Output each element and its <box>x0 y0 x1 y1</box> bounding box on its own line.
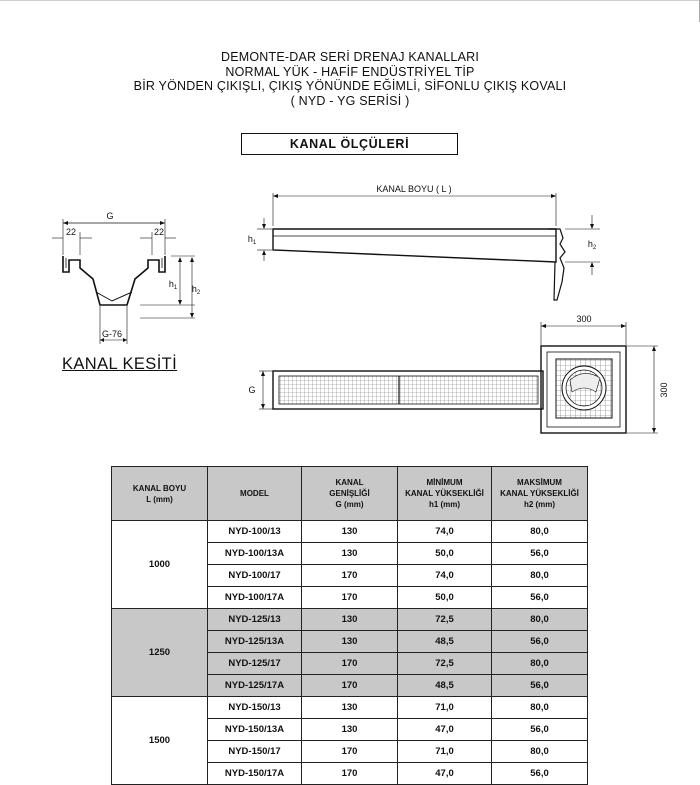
g-cell: 170 <box>302 741 398 763</box>
header-line: h2 (mm) <box>523 500 556 509</box>
g-cell: 170 <box>302 675 398 697</box>
h2-cell: 56,0 <box>492 543 588 565</box>
g-cell: 130 <box>302 631 398 653</box>
table-row <box>112 609 588 631</box>
plan-g-label: G <box>248 385 256 395</box>
g-cell: 130 <box>302 719 398 741</box>
g-cell: 130 <box>302 609 398 631</box>
model-cell: NYD-125/13 <box>208 609 302 631</box>
header-line-1: DEMONTE-DAR SERİ DRENAJ KANALLARI <box>220 50 480 64</box>
header-line: h1 (mm) <box>428 500 461 509</box>
h1-cell: 50,0 <box>398 543 492 565</box>
header-line-3: BİR YÖNDEN ÇIKIŞLI, ÇIKIŞ YÖNÜNDE EĞİMLİ, SİFONLU ÇIKIŞ KOVALI <box>133 79 567 93</box>
header-line: KANAL BOYU <box>132 483 187 493</box>
plan-view-drawing <box>259 322 658 433</box>
cross-g-label: G <box>106 211 114 221</box>
cross-right-22-label: 22 <box>153 227 165 237</box>
table-header-row <box>112 467 588 521</box>
g-cell: 170 <box>302 587 398 609</box>
model-cell: NYD-150/17 <box>208 741 302 763</box>
cross-left-22-label: 22 <box>65 227 77 237</box>
header-kanal-boyu <box>112 467 208 521</box>
g-cell: 170 <box>302 565 398 587</box>
header-minimum-yukseklik <box>398 467 492 521</box>
header-line: MODEL <box>240 489 269 498</box>
cross-h2-label: $h_2$ <box>191 284 201 296</box>
model-cell: NYD-150/13 <box>208 697 302 719</box>
h2-cell: 80,0 <box>492 741 588 763</box>
dimensions-table <box>111 466 588 785</box>
header-kanal-genisligi <box>302 467 398 521</box>
length-cell: 1000 <box>112 521 208 609</box>
header-line-2: NORMAL YÜK - HAFİF ENDÜSTRİYEL TİP <box>225 64 475 79</box>
h1-cell: 72,5 <box>398 609 492 631</box>
h1-cell: 47,0 <box>398 719 492 741</box>
header-line: KANAL YÜKSEKLİĞİ <box>500 489 579 498</box>
side-length-label: KANAL BOYU ( L ) <box>376 184 452 194</box>
h2-cell: 56,0 <box>492 763 588 785</box>
model-cell: NYD-100/13A <box>208 543 302 565</box>
table-row <box>112 697 588 719</box>
table-row <box>112 521 588 543</box>
h2-cell: 80,0 <box>492 697 588 719</box>
h2-cell: 56,0 <box>492 587 588 609</box>
g-cell: 130 <box>302 521 398 543</box>
header-line: GENİŞLİĞİ <box>329 489 370 498</box>
model-cell: NYD-100/17 <box>208 565 302 587</box>
side-h2-label: $h_2$ <box>587 239 597 251</box>
h2-cell: 80,0 <box>492 565 588 587</box>
header-line-4: ( NYD - YG SERİSİ ) <box>290 93 410 108</box>
plan-right-300-label: 300 <box>659 382 669 398</box>
h2-cell: 56,0 <box>492 631 588 653</box>
h1-cell: 48,5 <box>398 675 492 697</box>
header-model <box>208 467 302 521</box>
h2-cell: 80,0 <box>492 653 588 675</box>
h2-cell: 80,0 <box>492 609 588 631</box>
table-body <box>112 521 588 785</box>
model-cell: NYD-150/17A <box>208 763 302 785</box>
length-cell: 1250 <box>112 609 208 697</box>
h2-cell: 56,0 <box>492 675 588 697</box>
header-line: MAKSİMUM <box>517 478 562 487</box>
model-cell: NYD-100/13 <box>208 521 302 543</box>
g-cell: 170 <box>302 763 398 785</box>
section-title: KANAL ÖLÇÜLERİ <box>241 133 458 155</box>
side-view-drawing <box>257 193 600 300</box>
cross-section-title: KANAL KESİTİ <box>62 355 178 373</box>
h1-cell: 71,0 <box>398 697 492 719</box>
model-cell: NYD-125/17 <box>208 653 302 675</box>
header-line: KANAL <box>335 478 364 487</box>
h1-cell: 74,0 <box>398 565 492 587</box>
plan-top-300-label: 300 <box>576 314 592 324</box>
cross-h1-label: $h_1$ <box>168 279 178 291</box>
h1-cell: 74,0 <box>398 521 492 543</box>
model-cell: NYD-100/17A <box>208 587 302 609</box>
cross-g76-label: G-76 <box>101 329 123 339</box>
g-cell: 170 <box>302 653 398 675</box>
header-maksimum-yukseklik <box>492 467 588 521</box>
h1-cell: 47,0 <box>398 763 492 785</box>
model-cell: NYD-125/17A <box>208 675 302 697</box>
h1-cell: 72,5 <box>398 653 492 675</box>
h1-cell: 50,0 <box>398 587 492 609</box>
header-line: G (mm) <box>335 500 364 509</box>
header-line: MİNİMUM <box>426 478 463 487</box>
header-line: L (mm) <box>146 494 173 504</box>
header-line: KANAL YÜKSEKLİĞİ <box>405 489 484 498</box>
h2-cell: 56,0 <box>492 719 588 741</box>
h2-cell: 80,0 <box>492 521 588 543</box>
model-cell: NYD-125/13A <box>208 631 302 653</box>
g-cell: 130 <box>302 697 398 719</box>
g-cell: 130 <box>302 543 398 565</box>
length-cell: 1500 <box>112 697 208 785</box>
h1-cell: 71,0 <box>398 741 492 763</box>
model-cell: NYD-150/13A <box>208 719 302 741</box>
h1-cell: 48,5 <box>398 631 492 653</box>
side-h1-label: $h_1$ <box>247 234 257 246</box>
